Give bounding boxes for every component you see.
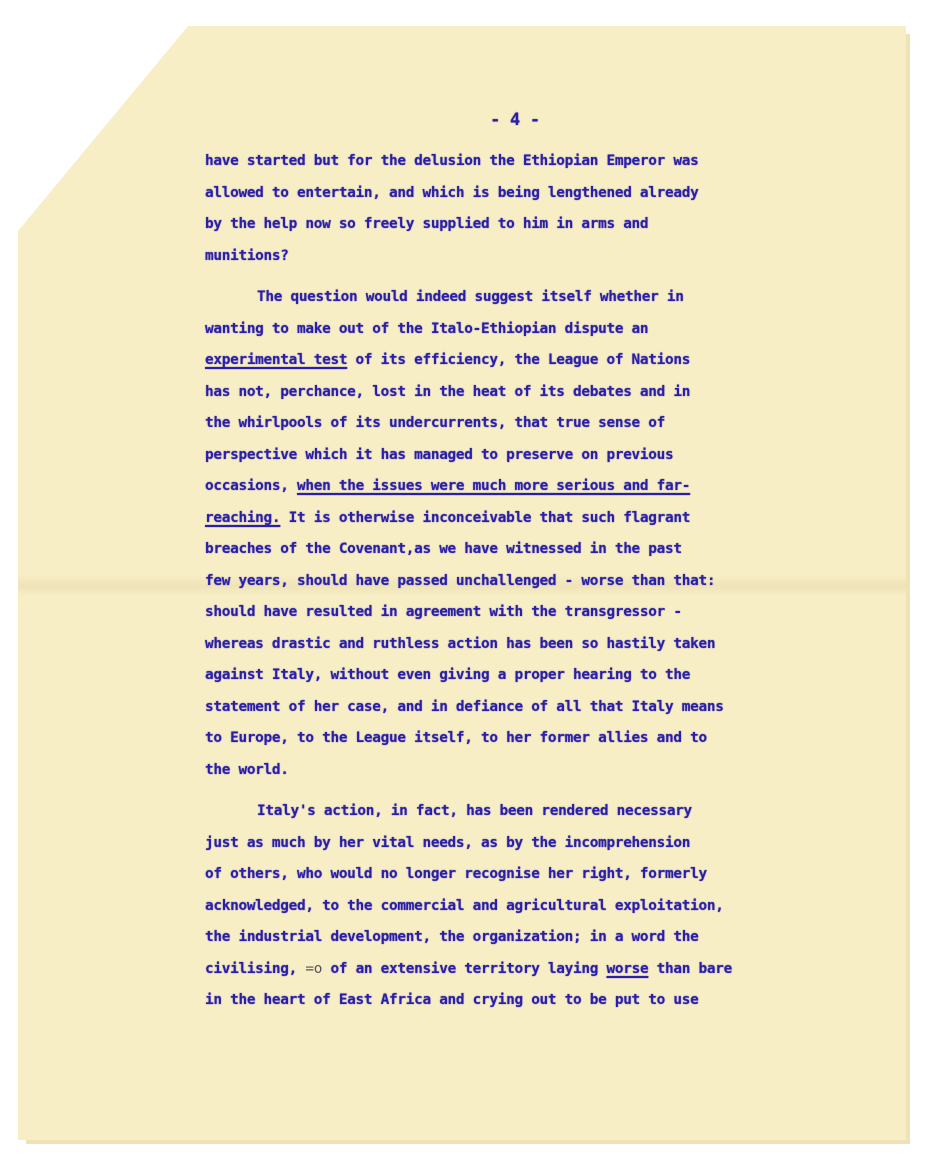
text-line: whereas drastic and ruthless action has been so hastily taken [205, 635, 716, 652]
underlined-text: experimental test [205, 352, 348, 368]
text-line: munitions? [205, 247, 289, 264]
text-line: should have resulted in agreement with the transgressor - [205, 604, 682, 620]
text-line [205, 503, 845, 535]
text-line: the whirlpools of its undercurrents, that true sense of [205, 415, 666, 431]
text-line: to Europe, to the League itself, to her former allies and to [205, 730, 707, 746]
text-line: The question would indeed suggest itself whether in [257, 289, 684, 305]
text-line [205, 345, 845, 377]
handwritten-mark: =o [305, 960, 323, 977]
text-line: by the help now so freely supplied to him in arms and [205, 216, 649, 232]
underlined-text: reaching. [205, 509, 281, 526]
text-line: acknowledged, to the commercial and agricultural exploitation, [205, 897, 724, 914]
text-span: civilising, [205, 960, 306, 977]
text-line: breaches of the Covenant,as we have witnessed in the past [205, 541, 682, 557]
text-line [205, 471, 845, 503]
text-span: of its efficiency, the League of Nations [347, 352, 691, 368]
text-line: few years, should have passed unchallenged - worse than that: [205, 572, 716, 589]
paragraph [205, 796, 845, 1017]
paragraph [205, 146, 845, 272]
text-span: than bare [648, 960, 732, 977]
text-span: It is otherwise inconceivable that such flagrant [280, 509, 691, 526]
text-line: of others, who would no longer recognise her right, formerly [205, 866, 707, 882]
page-number: - 4 - [490, 110, 540, 130]
text-span: of an extensive territory laying [322, 960, 607, 977]
text-line: wanting to make out of the Italo-Ethiopian dispute an [205, 320, 649, 337]
text-line: just as much by her vital needs, as by the incomprehension [205, 834, 691, 851]
text-line: allowed to entertain, and which is being lengthened already [205, 184, 699, 201]
text-line: in the heart of East Africa and crying out to be put to use [205, 992, 699, 1008]
typed-page [205, 100, 845, 1017]
underlined-text: worse [606, 960, 649, 977]
text-line: have started but for the delusion the Ethiopian Emperor was [205, 153, 699, 169]
text-line: Italy's action, in fact, has been rendered necessary [257, 803, 692, 819]
text-span: occasions, [205, 478, 298, 494]
text-line: perspective which it has managed to preserve on previous [205, 446, 674, 463]
text-line [205, 954, 845, 986]
text-line: has not, perchance, lost in the heat of its debates and in [205, 383, 691, 400]
text-line: the world. [205, 761, 289, 778]
paragraph [205, 282, 845, 786]
text-line: statement of her case, and in defiance of all that Italy means [205, 698, 724, 715]
text-line: against Italy, without even giving a proper hearing to the [205, 667, 691, 683]
underlined-text: when the issues were much more serious and far- [297, 478, 691, 494]
text-line: the industrial development, the organization; in a word the [205, 929, 699, 945]
